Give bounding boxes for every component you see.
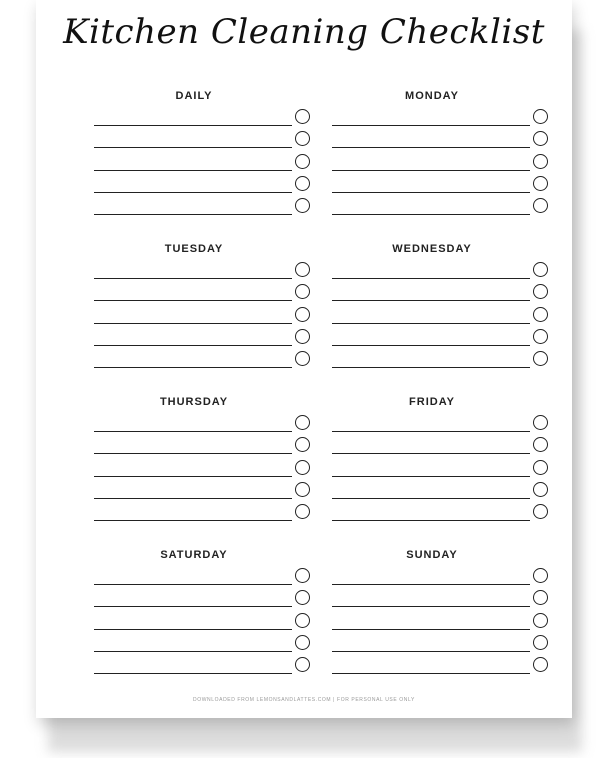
checkbox-circle[interactable]	[533, 568, 548, 583]
checkbox-circle[interactable]	[533, 307, 548, 322]
task-write-line[interactable]	[94, 673, 292, 674]
task-write-line[interactable]	[332, 520, 530, 521]
checkbox-circle[interactable]	[295, 568, 310, 583]
section-heading: FRIDAY	[409, 396, 455, 408]
checkbox-circle[interactable]	[295, 460, 310, 475]
checkbox-circle[interactable]	[533, 154, 548, 169]
task-write-line[interactable]	[332, 673, 530, 674]
checkbox-circle[interactable]	[295, 635, 310, 650]
task-row	[332, 656, 562, 676]
task-row	[94, 350, 324, 370]
checkbox-circle[interactable]	[295, 262, 310, 277]
checkbox-circle[interactable]	[533, 351, 548, 366]
task-row	[332, 481, 562, 501]
page-title: Kitchen Cleaning Checklist	[63, 12, 545, 52]
task-row	[332, 108, 562, 128]
checkbox-circle[interactable]	[295, 131, 310, 146]
task-row	[94, 634, 324, 654]
checkbox-circle[interactable]	[533, 198, 548, 213]
task-row	[332, 197, 562, 217]
task-row	[94, 567, 324, 587]
checkbox-circle[interactable]	[533, 262, 548, 277]
checkbox-circle[interactable]	[533, 284, 548, 299]
task-row	[332, 130, 562, 150]
checkbox-circle[interactable]	[533, 415, 548, 430]
task-write-line[interactable]	[332, 498, 530, 499]
task-write-line[interactable]	[94, 214, 292, 215]
task-row	[332, 634, 562, 654]
task-write-line[interactable]	[94, 170, 292, 171]
checkbox-circle[interactable]	[533, 437, 548, 452]
task-write-line[interactable]	[94, 476, 292, 477]
checkbox-circle[interactable]	[533, 131, 548, 146]
checkbox-circle[interactable]	[295, 284, 310, 299]
task-row	[332, 306, 562, 326]
task-row	[94, 261, 324, 281]
task-write-line[interactable]	[332, 192, 530, 193]
section-heading: TUESDAY	[164, 243, 224, 255]
checklist-page	[36, 0, 572, 718]
task-write-line[interactable]	[94, 192, 292, 193]
task-row	[94, 414, 324, 434]
checkbox-circle[interactable]	[295, 613, 310, 628]
task-write-line[interactable]	[332, 367, 530, 368]
task-write-line[interactable]	[332, 170, 530, 171]
checkbox-circle[interactable]	[295, 176, 310, 191]
checkbox-circle[interactable]	[295, 329, 310, 344]
checkbox-circle[interactable]	[533, 109, 548, 124]
checkbox-circle[interactable]	[533, 613, 548, 628]
checkbox-circle[interactable]	[533, 635, 548, 650]
task-write-line[interactable]	[332, 431, 530, 432]
task-row	[332, 436, 562, 456]
task-write-line[interactable]	[94, 278, 292, 279]
task-row	[94, 503, 324, 523]
task-write-line[interactable]	[332, 323, 530, 324]
checkbox-circle[interactable]	[295, 154, 310, 169]
task-write-line[interactable]	[94, 367, 292, 368]
checkbox-circle[interactable]	[295, 198, 310, 213]
section-heading: WEDNESDAY	[392, 243, 472, 255]
task-write-line[interactable]	[332, 147, 530, 148]
checkbox-circle[interactable]	[533, 590, 548, 605]
section-heading: THURSDAY	[159, 396, 229, 408]
checkbox-circle[interactable]	[533, 460, 548, 475]
task-row	[332, 459, 562, 479]
task-row	[94, 108, 324, 128]
task-write-line[interactable]	[94, 300, 292, 301]
task-row	[332, 153, 562, 173]
checkbox-circle[interactable]	[533, 504, 548, 519]
checkbox-circle[interactable]	[533, 176, 548, 191]
task-row	[94, 328, 324, 348]
section-heading: SUNDAY	[406, 549, 458, 561]
task-write-line[interactable]	[94, 345, 292, 346]
task-write-line[interactable]	[94, 520, 292, 521]
task-write-line[interactable]	[332, 300, 530, 301]
task-write-line[interactable]	[94, 431, 292, 432]
task-row	[332, 612, 562, 632]
task-row	[94, 175, 324, 195]
task-row	[94, 197, 324, 217]
checkbox-circle[interactable]	[295, 657, 310, 672]
checkbox-circle[interactable]	[533, 329, 548, 344]
task-write-line[interactable]	[94, 453, 292, 454]
section-heading: DAILY	[175, 90, 213, 102]
task-write-line[interactable]	[94, 584, 292, 585]
task-row	[94, 459, 324, 479]
task-row	[94, 589, 324, 609]
task-write-line[interactable]	[94, 323, 292, 324]
task-row	[94, 153, 324, 173]
task-write-line[interactable]	[332, 476, 530, 477]
task-write-line[interactable]	[332, 453, 530, 454]
section-heading: SATURDAY	[160, 549, 228, 561]
task-write-line[interactable]	[332, 278, 530, 279]
task-write-line[interactable]	[94, 651, 292, 652]
task-row	[94, 612, 324, 632]
task-write-line[interactable]	[332, 125, 530, 126]
task-row	[332, 589, 562, 609]
task-row	[94, 306, 324, 326]
task-write-line[interactable]	[332, 629, 530, 630]
task-row	[332, 283, 562, 303]
checkbox-circle[interactable]	[295, 351, 310, 366]
footer-note: DOWNLOADED FROM LEMONSANDLATTES.COM | FOR PERSONAL USE ONLY	[193, 697, 415, 703]
checkbox-circle[interactable]	[295, 504, 310, 519]
task-row	[332, 414, 562, 434]
checkbox-circle[interactable]	[533, 482, 548, 497]
task-write-line[interactable]	[332, 345, 530, 346]
task-row	[332, 261, 562, 281]
task-row	[94, 283, 324, 303]
task-write-line[interactable]	[94, 606, 292, 607]
checkbox-circle[interactable]	[295, 307, 310, 322]
task-row	[332, 175, 562, 195]
task-write-line[interactable]	[332, 214, 530, 215]
checkbox-circle[interactable]	[295, 437, 310, 452]
task-row	[332, 567, 562, 587]
task-write-line[interactable]	[94, 498, 292, 499]
task-write-line[interactable]	[332, 606, 530, 607]
checkbox-circle[interactable]	[295, 482, 310, 497]
checkbox-circle[interactable]	[295, 415, 310, 430]
task-row	[332, 350, 562, 370]
checkbox-circle[interactable]	[295, 109, 310, 124]
task-write-line[interactable]	[94, 125, 292, 126]
task-row	[94, 656, 324, 676]
task-write-line[interactable]	[94, 147, 292, 148]
task-write-line[interactable]	[332, 651, 530, 652]
checkbox-circle[interactable]	[295, 590, 310, 605]
task-row	[94, 481, 324, 501]
task-write-line[interactable]	[94, 629, 292, 630]
checkbox-circle[interactable]	[533, 657, 548, 672]
task-row	[332, 503, 562, 523]
task-row	[94, 130, 324, 150]
task-row	[332, 328, 562, 348]
task-row	[94, 436, 324, 456]
section-heading: MONDAY	[405, 90, 459, 102]
task-write-line[interactable]	[332, 584, 530, 585]
